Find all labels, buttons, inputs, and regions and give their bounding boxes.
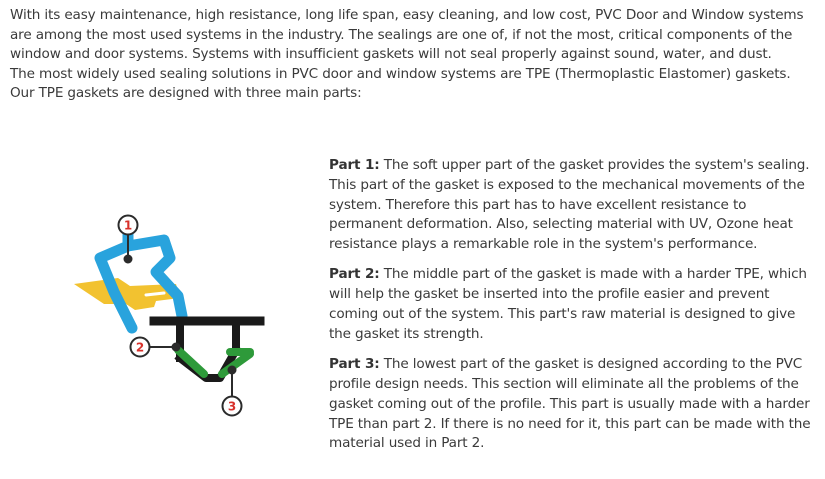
callout-2-badge (131, 338, 150, 357)
part-3-label: Part 3: (329, 356, 380, 373)
part-1-description (329, 156, 815, 255)
callout-2-label: 2 (135, 340, 145, 355)
intro-paragraph-1: With its easy maintenance, high resistance, long life span, easy cleaning, and low cost, PVC Door and Window systems are among the most used systems in the industry. The sealings are one of, if not the most, critical components of the window and door systems. Systems with insufficient gaskets will not seal properly against sound, water, and dust. (10, 7, 804, 62)
gasket-diagram-svg (60, 200, 290, 430)
part-1-text: The soft upper part of the gasket provides the system's sealing. This part of the gasket is exposed to the mechanical movements of the system. Therefore this part has to have excellent resistance to permanent deformation. Also, selecting material with UV, Ozone heat resistance plays a remarkable role in the system's performance. (329, 157, 810, 253)
gasket-upper-part (100, 226, 182, 328)
callout-3-marker (228, 366, 237, 375)
callout-1-marker (124, 255, 133, 264)
callout-2-marker (172, 343, 181, 352)
intro-paragraph-2: The most widely used sealing solutions in PVC door and window systems are TPE (Thermoplastic Elastomer) gaskets. (10, 65, 791, 82)
callout-3-badge (223, 397, 242, 416)
part-2-text: The middle part of the gasket is made with a harder TPE, which will help the gasket be inserted into the profile easier and prevent coming out of the system. This part's raw material is designed to give the gasket its strength. (329, 266, 807, 342)
part-2-description (329, 265, 815, 344)
parts-description (329, 156, 815, 465)
part-3-description (329, 355, 815, 454)
callout-3-label: 3 (227, 399, 237, 414)
gasket-diagram (60, 200, 290, 430)
gasket-lower-part (178, 350, 250, 374)
part-1-label: Part 1: (329, 157, 380, 173)
callout-1-label: 1 (123, 218, 133, 233)
part-3-text: The lowest part of the gasket is designed according to the PVC profile design needs. This section will eliminate all the problems of the gasket coming out of the profile. This part is usually made with a harder TPE than part 2. If there is no need for it, this part can be made with the material used in Part 2. (329, 356, 811, 452)
intro-text (10, 6, 815, 104)
callout-1-badge (119, 216, 138, 235)
part-2-label: Part 2: (329, 266, 380, 283)
intro-paragraph-3: Our TPE gaskets are designed with three main parts: (10, 85, 362, 101)
